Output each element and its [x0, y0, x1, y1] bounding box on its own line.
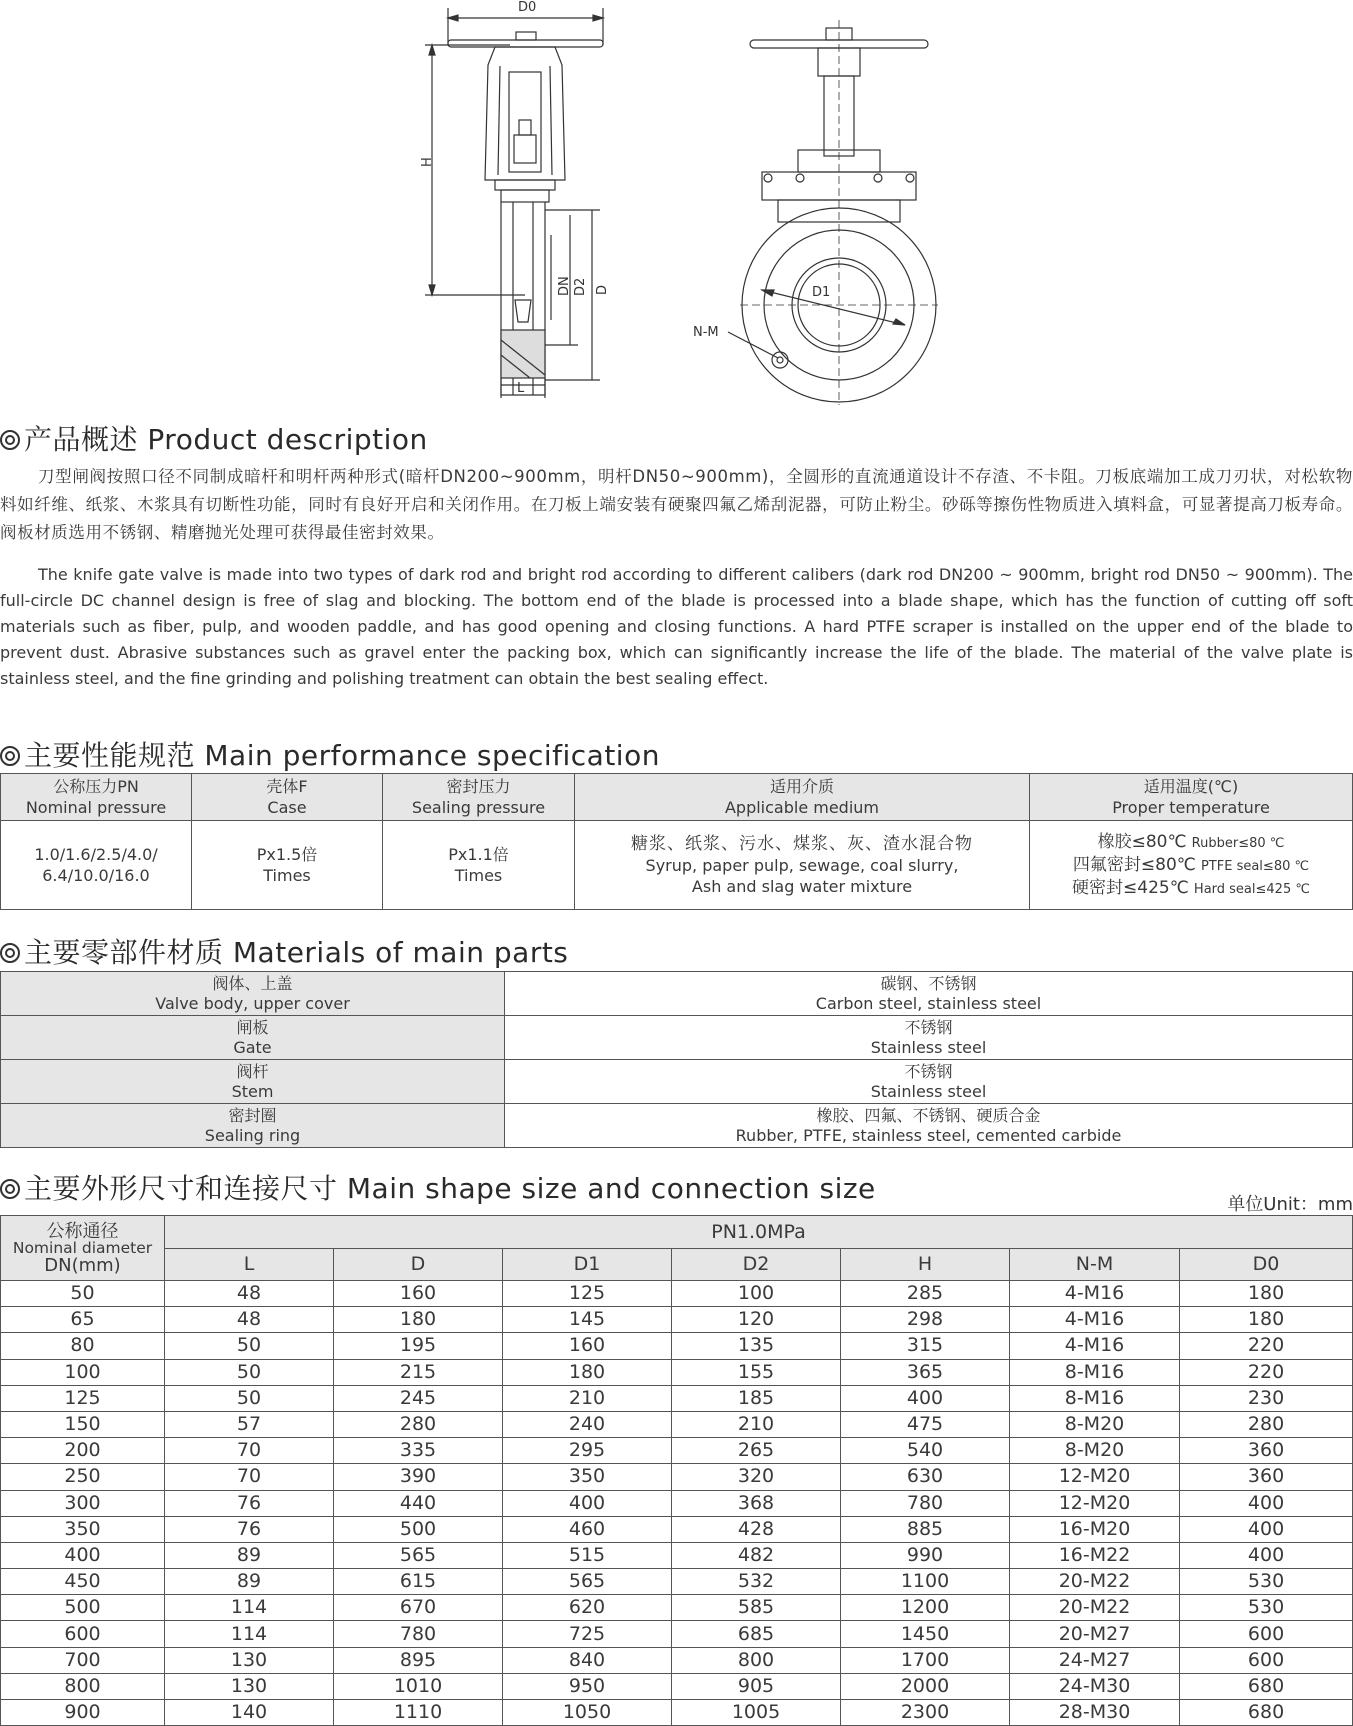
dimension-cell: 8-M20 — [1010, 1411, 1180, 1437]
table-row — [1, 1542, 1353, 1568]
bullet-circle-icon — [0, 430, 20, 450]
dimension-cell: 48 — [165, 1281, 334, 1307]
dimension-cell: 135 — [672, 1333, 841, 1359]
table-row — [1, 1673, 1353, 1699]
dimension-cell: 950 — [503, 1673, 672, 1699]
table-row — [1, 1595, 1353, 1621]
dn-cell: 80 — [1, 1333, 165, 1359]
label-h: H — [420, 157, 435, 167]
dimension-cell: 400 — [1180, 1490, 1353, 1516]
dn-cell: 200 — [1, 1438, 165, 1464]
dimension-cell: 155 — [672, 1359, 841, 1385]
dimension-cell: 130 — [165, 1647, 334, 1673]
dimension-cell: 360 — [1180, 1438, 1353, 1464]
dimension-cell: 1700 — [841, 1647, 1010, 1673]
table-row — [1, 1359, 1353, 1385]
dn-cell: 300 — [1, 1490, 165, 1516]
table-row — [1, 1490, 1353, 1516]
dimensions-header-row-1 — [1, 1216, 1353, 1249]
dimension-cell: 57 — [165, 1411, 334, 1437]
materials-row — [1, 1104, 1353, 1148]
dimension-cell: 428 — [672, 1516, 841, 1542]
dimension-cell: 2300 — [841, 1700, 1010, 1726]
dimension-cell: 840 — [503, 1647, 672, 1673]
dimension-cell: 20-M22 — [1010, 1595, 1180, 1621]
part-name-cell: 阀杆 Stem — [1, 1060, 505, 1104]
dn-cell: 400 — [1, 1542, 165, 1568]
dimension-cell: 460 — [503, 1516, 672, 1542]
dimension-cell: 4-M16 — [1010, 1333, 1180, 1359]
col-header: H — [841, 1249, 1010, 1281]
dimension-cell: 320 — [672, 1464, 841, 1490]
dimension-cell: 475 — [841, 1411, 1010, 1437]
dimension-cell: 70 — [165, 1464, 334, 1490]
dn-cell: 65 — [1, 1307, 165, 1333]
dimension-cell: 24-M30 — [1010, 1673, 1180, 1699]
table-row — [1, 1411, 1353, 1437]
dimension-cell: 89 — [165, 1542, 334, 1568]
dimension-cell: 895 — [334, 1647, 503, 1673]
dimension-cell: 24-M27 — [1010, 1647, 1180, 1673]
header-applicable-medium: 适用介质 Applicable medium — [575, 774, 1030, 821]
dimension-cell: 482 — [672, 1542, 841, 1568]
dimension-cell: 140 — [165, 1700, 334, 1726]
part-name-cell: 闸板 Gate — [1, 1016, 505, 1060]
dimension-cell: 285 — [841, 1281, 1010, 1307]
dimension-cell: 180 — [503, 1359, 672, 1385]
dimension-cell: 12-M20 — [1010, 1490, 1180, 1516]
table-row — [1, 1307, 1353, 1333]
dimension-cell: 350 — [503, 1464, 672, 1490]
dimension-cell: 280 — [1180, 1411, 1353, 1437]
dimension-cell: 400 — [841, 1385, 1010, 1411]
front-view-drawing — [425, 8, 603, 398]
materials-row — [1, 1016, 1353, 1060]
dn-cell: 900 — [1, 1700, 165, 1726]
dimension-cell: 600 — [1180, 1647, 1353, 1673]
col-header: D1 — [503, 1249, 672, 1281]
cell-case: Px1.5倍 Times — [192, 821, 383, 910]
part-name-cell: 密封圈 Sealing ring — [1, 1104, 505, 1148]
dimension-cell: 265 — [672, 1438, 841, 1464]
part-material-cell: 不锈钢 Stainless steel — [505, 1060, 1353, 1104]
dimension-cell: 120 — [672, 1307, 841, 1333]
dimension-cell: 16-M20 — [1010, 1516, 1180, 1542]
dimension-cell: 114 — [165, 1621, 334, 1647]
dn-cell: 350 — [1, 1516, 165, 1542]
dimension-cell: 540 — [841, 1438, 1010, 1464]
dimension-cell: 50 — [165, 1359, 334, 1385]
cell-pressure: 1.0/1.6/2.5/4.0/ 6.4/10.0/16.0 — [1, 821, 192, 910]
dimensions-header-row-2 — [1, 1249, 1353, 1281]
dimension-cell: 780 — [334, 1621, 503, 1647]
dimension-cell: 89 — [165, 1569, 334, 1595]
dimension-cell: 990 — [841, 1542, 1010, 1568]
dimension-cell: 630 — [841, 1464, 1010, 1490]
dimension-cell: 620 — [503, 1595, 672, 1621]
dimension-cell: 2000 — [841, 1673, 1010, 1699]
dimension-cell: 20-M22 — [1010, 1569, 1180, 1595]
dn-cell: 500 — [1, 1595, 165, 1621]
side-view-drawing — [728, 20, 938, 405]
dimension-cell: 365 — [841, 1359, 1010, 1385]
dn-cell: 800 — [1, 1673, 165, 1699]
dimension-cell: 8-M16 — [1010, 1385, 1180, 1411]
dimensions-table — [0, 1215, 1353, 1726]
dimension-cell: 685 — [672, 1621, 841, 1647]
dimension-cell: 12-M20 — [1010, 1464, 1180, 1490]
dimension-cell: 215 — [334, 1359, 503, 1385]
dimension-cell: 280 — [334, 1411, 503, 1437]
table-row — [1, 1281, 1353, 1307]
dimension-cell: 4-M16 — [1010, 1281, 1180, 1307]
dimension-cell: 390 — [334, 1464, 503, 1490]
table-row — [1, 1464, 1353, 1490]
header-nominal-diameter: 公称通径 Nominal diameter DN(mm) — [1, 1216, 165, 1281]
dimension-cell: 780 — [841, 1490, 1010, 1516]
table-row — [1, 1569, 1353, 1595]
section-title-materials: 主要零部件材质 Materials of main parts — [0, 931, 568, 971]
dn-cell: 50 — [1, 1281, 165, 1307]
performance-table — [0, 773, 1353, 910]
part-material-cell: 不锈钢 Stainless steel — [505, 1016, 1353, 1060]
dimension-cell: 400 — [1180, 1542, 1353, 1568]
description-cn: 刀型闸阀按照口径不同制成暗杆和明杆两种形式(暗杆DN200~900mm，明杆DN50~900mm)，全圆形的直流通道设计不存渣、不卡阻。刀板底端加工成刀刃状，对松软物料如纤维、纸浆、木浆具有切断性功能，同时有良好开启和关闭作用。在刀板上端安装有硬聚四氟乙烯刮泥器，可防止粉尘。砂砾等擦伤性物质进入填料盒，可显著提高刀板寿命。阀板材质选用不锈钢、精磨抛光处理可获得最佳密封效果。 — [0, 467, 1353, 542]
col-header: L — [165, 1249, 334, 1281]
label-d0: D0 — [518, 0, 537, 15]
table-row — [1, 1647, 1353, 1673]
dimension-cell: 240 — [503, 1411, 672, 1437]
table-row — [1, 1333, 1353, 1359]
dn-cell: 250 — [1, 1464, 165, 1490]
table-row — [1, 1385, 1353, 1411]
dimension-cell: 180 — [334, 1307, 503, 1333]
label-nm: N-M — [693, 325, 719, 340]
dimension-cell: 885 — [841, 1516, 1010, 1542]
dimension-cell: 1110 — [334, 1700, 503, 1726]
col-header: D2 — [672, 1249, 841, 1281]
header-proper-temperature: 适用温度(℃) Proper temperature — [1030, 774, 1353, 821]
dimension-cell: 210 — [672, 1411, 841, 1437]
dimension-cell: 180 — [1180, 1281, 1353, 1307]
dimension-cell: 725 — [503, 1621, 672, 1647]
bullet-circle-icon — [0, 1179, 20, 1199]
dimension-cell: 1450 — [841, 1621, 1010, 1647]
dimension-cell: 600 — [1180, 1621, 1353, 1647]
dimension-cell: 245 — [334, 1385, 503, 1411]
materials-row — [1, 1060, 1353, 1104]
valve-drawings — [0, 0, 1353, 405]
dimension-cell: 440 — [334, 1490, 503, 1516]
table-row — [1, 1621, 1353, 1647]
cell-medium: 糖浆、纸浆、污水、煤浆、灰、渣水混合物 Syrup, paper pulp, sewage, coal slurry, Ash and slag water mixture — [575, 821, 1030, 910]
dimension-cell: 185 — [672, 1385, 841, 1411]
dimension-cell: 530 — [1180, 1595, 1353, 1621]
dimension-cell: 20-M27 — [1010, 1621, 1180, 1647]
table-row — [1, 1516, 1353, 1542]
part-material-cell: 橡胶、四氟、不锈钢、硬质合金 Rubber, PTFE, stainless steel, cemented carbide — [505, 1104, 1353, 1148]
dimension-cell: 28-M30 — [1010, 1700, 1180, 1726]
dimension-cell: 70 — [165, 1438, 334, 1464]
dimension-cell: 16-M22 — [1010, 1542, 1180, 1568]
dn-cell: 125 — [1, 1385, 165, 1411]
dn-cell: 100 — [1, 1359, 165, 1385]
label-dn: DN — [557, 276, 572, 296]
dimension-cell: 400 — [1180, 1516, 1353, 1542]
dimension-cell: 315 — [841, 1333, 1010, 1359]
part-material-cell: 碳钢、不锈钢 Carbon steel, stainless steel — [505, 972, 1353, 1016]
materials-table — [0, 971, 1353, 1148]
dimension-cell: 145 — [503, 1307, 672, 1333]
col-header: N-M — [1010, 1249, 1180, 1281]
dimension-cell: 615 — [334, 1569, 503, 1595]
performance-data-row — [1, 821, 1353, 910]
dimension-cell: 670 — [334, 1595, 503, 1621]
col-header: D0 — [1180, 1249, 1353, 1281]
dimension-cell: 125 — [503, 1281, 672, 1307]
dimension-cell: 680 — [1180, 1673, 1353, 1699]
dimension-cell: 114 — [165, 1595, 334, 1621]
dimension-cell: 8-M16 — [1010, 1359, 1180, 1385]
label-d2: D2 — [573, 277, 588, 296]
dimension-cell: 160 — [503, 1333, 672, 1359]
section-title-performance: 主要性能规范 Main performance specification — [0, 734, 660, 774]
dimension-cell: 1010 — [334, 1673, 503, 1699]
dimension-cell: 220 — [1180, 1359, 1353, 1385]
dimensions-body — [1, 1281, 1353, 1726]
performance-header-row — [1, 774, 1353, 821]
cell-sealing: Px1.1倍 Times — [383, 821, 575, 910]
dimension-cell: 295 — [503, 1438, 672, 1464]
dimension-cell: 530 — [1180, 1569, 1353, 1595]
dimension-cell: 8-M20 — [1010, 1438, 1180, 1464]
dimension-cell: 48 — [165, 1307, 334, 1333]
dimension-cell: 800 — [672, 1647, 841, 1673]
dimension-cell: 195 — [334, 1333, 503, 1359]
section-title-description: 产品概述 Product description — [0, 418, 428, 458]
dimension-cell: 1050 — [503, 1700, 672, 1726]
label-d1: D1 — [812, 285, 831, 300]
dimension-cell: 360 — [1180, 1464, 1353, 1490]
dimension-cell: 585 — [672, 1595, 841, 1621]
col-header: D — [334, 1249, 503, 1281]
bullet-circle-icon — [0, 746, 20, 766]
dn-cell: 700 — [1, 1647, 165, 1673]
dimension-cell: 680 — [1180, 1700, 1353, 1726]
dimension-cell: 368 — [672, 1490, 841, 1516]
dimension-cell: 532 — [672, 1569, 841, 1595]
dimension-cell: 565 — [503, 1569, 672, 1595]
label-d: D — [595, 284, 610, 295]
dimension-cell: 500 — [334, 1516, 503, 1542]
dn-cell: 450 — [1, 1569, 165, 1595]
header-pn: PN1.0MPa — [165, 1216, 1353, 1249]
dimension-cell: 180 — [1180, 1307, 1353, 1333]
dimension-cell: 160 — [334, 1281, 503, 1307]
section-title-dimensions: 主要外形尺寸和连接尺寸 Main shape size and connection size — [0, 1167, 876, 1207]
dimension-cell: 130 — [165, 1673, 334, 1699]
dn-cell: 600 — [1, 1621, 165, 1647]
dimension-cell: 230 — [1180, 1385, 1353, 1411]
bullet-circle-icon — [0, 943, 20, 963]
dn-cell: 150 — [1, 1411, 165, 1437]
dimension-cell: 4-M16 — [1010, 1307, 1180, 1333]
part-name-cell: 阀体、上盖 Valve body, upper cover — [1, 972, 505, 1016]
dimension-cell: 220 — [1180, 1333, 1353, 1359]
dimension-cell: 76 — [165, 1516, 334, 1542]
dimension-cell: 1005 — [672, 1700, 841, 1726]
description-en: The knife gate valve is made into two types of dark rod and bright rod according to different calibers (dark rod DN200 ~ 900mm, bright rod DN50 ~ 900mm). The full-circle DC channel design is free of slag and blocking. The bottom end of the blade is processed into a blade shape, which has the function of cutting off soft materials such as fiber, pulp, and wooden paddle, and has good opening and closing functions. A hard PTFE scraper is installed on the upper end of the blade to prevent dust. Abrasive substances such as gravel enter the packing box, which can significantly increase the life of the blade. The material of the valve plate is stainless steel, and the fine grinding and polishing treatment can obtain the best sealing effect. — [0, 565, 1353, 688]
dimension-cell: 335 — [334, 1438, 503, 1464]
unit-label: 单位Unit：mm — [1227, 1194, 1353, 1215]
dimension-cell: 100 — [672, 1281, 841, 1307]
dimension-cell: 1100 — [841, 1569, 1010, 1595]
dimension-cell: 400 — [503, 1490, 672, 1516]
dimension-cell: 76 — [165, 1490, 334, 1516]
dimension-cell: 515 — [503, 1542, 672, 1568]
dimension-cell: 210 — [503, 1385, 672, 1411]
dimension-cell: 905 — [672, 1673, 841, 1699]
header-nominal-pressure: 公称压力PN Nominal pressure — [1, 774, 192, 821]
dimension-cell: 565 — [334, 1542, 503, 1568]
header-sealing-pressure: 密封压力 Sealing pressure — [383, 774, 575, 821]
header-case: 壳体F Case — [192, 774, 383, 821]
label-l: L — [517, 381, 525, 396]
table-row — [1, 1438, 1353, 1464]
table-row — [1, 1700, 1353, 1726]
cell-temperature: 橡胶≤80℃ Rubber≤80 ℃ 四氟密封≤80℃ PTFE seal≤80 ℃ 硬密封≤425℃ Hard seal≤425 ℃ — [1030, 821, 1353, 910]
dimension-cell: 1200 — [841, 1595, 1010, 1621]
dimension-cell: 50 — [165, 1385, 334, 1411]
dimension-cell: 298 — [841, 1307, 1010, 1333]
dimension-cell: 50 — [165, 1333, 334, 1359]
materials-row — [1, 972, 1353, 1016]
